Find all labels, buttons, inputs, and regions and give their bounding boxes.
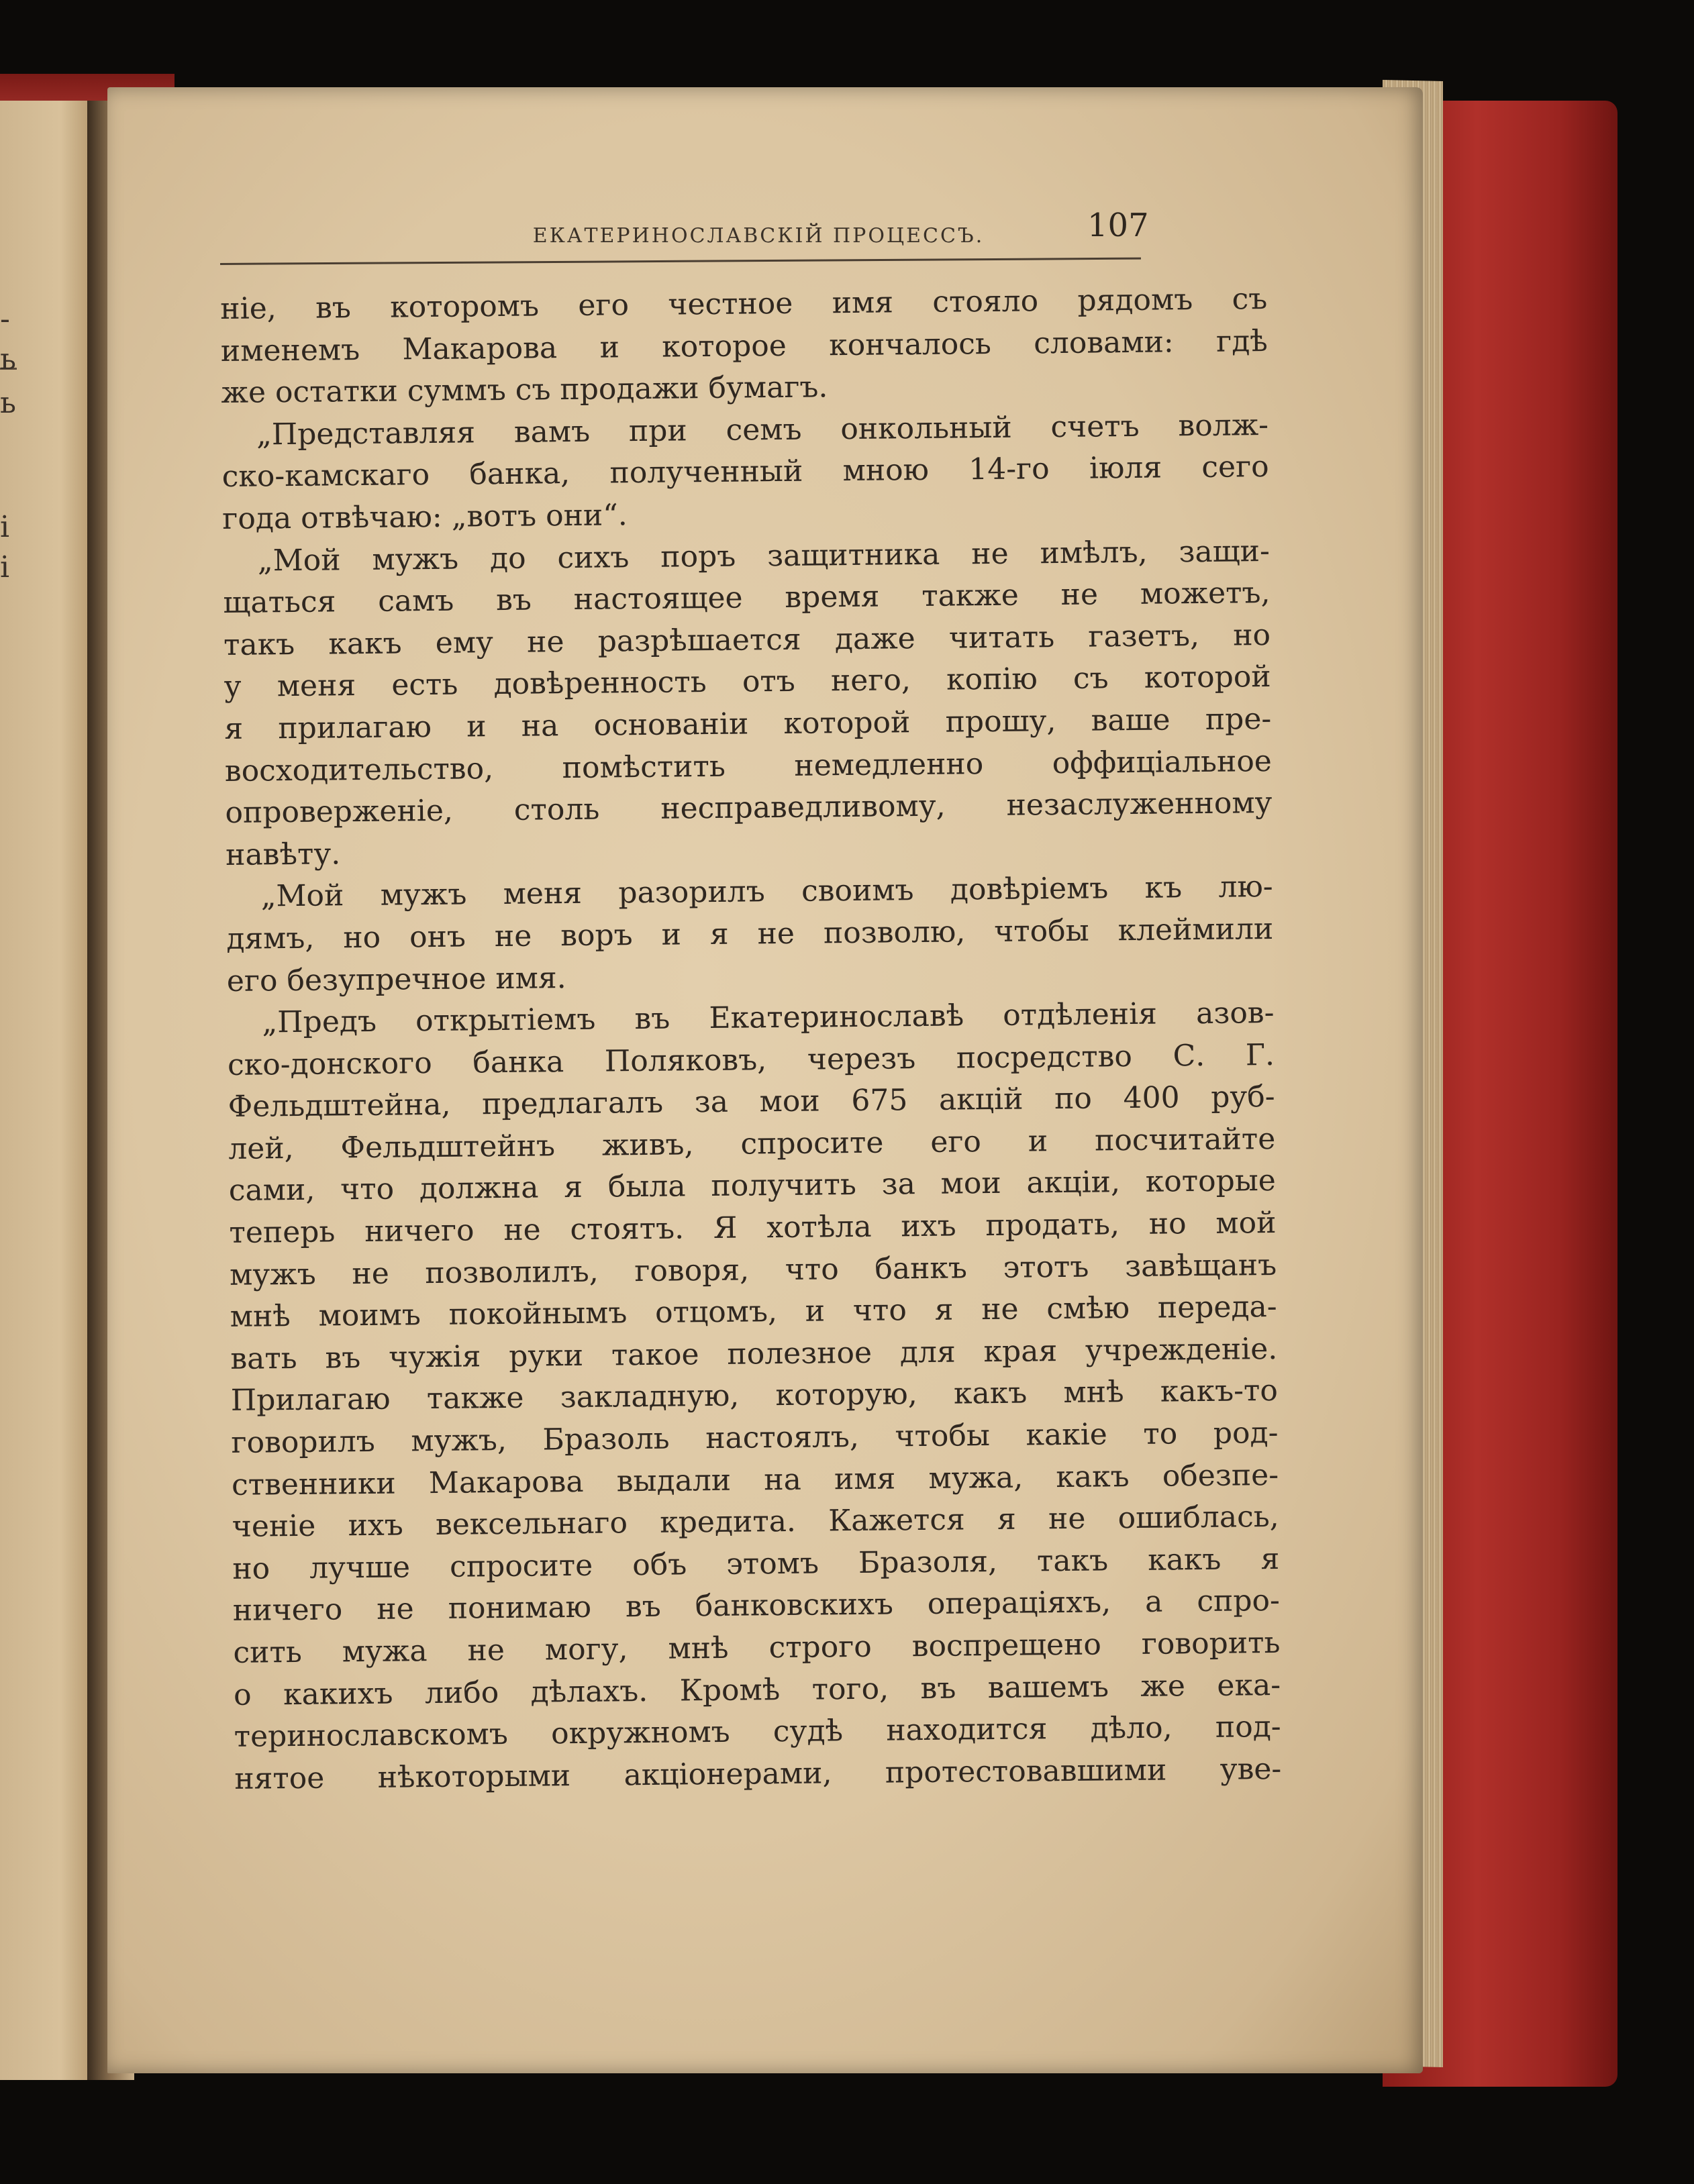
running-title: ЕКАТЕРИНОСЛАВСКІЙ ПРОЦЕССЪ. — [532, 224, 985, 248]
text-line: Фельдштейна, предлагалъ за мои 675 акцій по 400 руб- — [228, 1080, 1275, 1125]
text-line: говорилъ мужъ, Бразоль настоялъ, чтобы какіе то род- — [231, 1415, 1279, 1460]
text-line: я прилагаю и на основаніи которой прошу, ваше пре- — [224, 701, 1272, 746]
text-line: ственники Макарова выдали на имя мужа, какъ обезпе- — [231, 1457, 1279, 1502]
text-line: ченіе ихъ вексельнаго кредита. Кажется я не ошиблась, — [232, 1500, 1279, 1545]
left-facing-page — [0, 101, 101, 2080]
text-line: „Мой мужъ меня разорилъ своимъ довѣріемъ къ лю- — [260, 870, 1273, 914]
left-page-fragment: ь — [0, 386, 16, 420]
text-line: но лучше спросите объ этомъ Бразоля, такъ какъ я — [232, 1541, 1280, 1586]
text-line: сами, что должна я была получить за мои акціи, которые — [228, 1163, 1277, 1208]
text-line: „Мой мужъ до сихъ поръ защитника не имѣлъ, защи- — [257, 533, 1270, 578]
text-line: дямъ, но онъ не воръ и я не позволю, чтобы клеймили — [226, 911, 1274, 956]
text-line: именемъ Макарова и которое кончалось словами: гдѣ — [220, 323, 1268, 368]
text-line: такъ какъ ему не разрѣшается даже читать газетъ, но — [223, 617, 1271, 662]
text-line: навѣту. — [225, 837, 341, 872]
text-line: щаться самъ въ настоящее время также не можетъ, — [223, 576, 1270, 621]
text-line: теперь ничего не стоятъ. Я хотѣла ихъ продать, но мой — [229, 1206, 1277, 1250]
text-line: ско-донского банка Поляковъ, черезъ посредство С. Г. — [227, 1037, 1275, 1082]
text-line: года отвѣчаю: „вотъ они“. — [222, 498, 628, 536]
left-page-fragment: ь — [0, 342, 16, 376]
text-line: теринославскомъ окружномъ судѣ находится дѣло, под- — [234, 1710, 1281, 1755]
right-page — [107, 87, 1423, 2073]
left-page-fragment: і — [0, 510, 10, 544]
text-line: „Представляя вамъ при семъ онкольный счетъ волж- — [256, 407, 1269, 452]
text-line: ничего не понимаю въ банковскихъ операціяхъ, а спро- — [232, 1583, 1281, 1628]
text-line: мнѣ моимъ покойнымъ отцомъ, и что я не смѣю переда- — [230, 1290, 1277, 1335]
left-page-fragment: і — [0, 550, 10, 584]
text-line: Прилагаю также закладную, которую, какъ мнѣ какъ-то — [230, 1373, 1279, 1418]
header-rule — [220, 258, 1141, 265]
text-line: нятое нѣкоторыми акціонерами, протестовавшими уве- — [234, 1751, 1282, 1796]
text-line: ніе, въ которомъ его честное имя стояло рядомъ съ — [220, 282, 1268, 326]
text-line: мужъ не позволилъ, говоря, что банкъ этотъ завѣщанъ — [229, 1247, 1277, 1292]
body-text — [220, 278, 1282, 1800]
text-line: „Предъ открытіемъ въ Екатеринославѣ отдѣленія азов- — [262, 996, 1275, 1040]
text-line: восходительство, помѣстить немедленно оффиціальное — [224, 743, 1273, 788]
text-line: ско-камскаго банка, полученный мною 14-го іюля сего — [221, 450, 1269, 495]
text-line: о какихъ либо дѣлахъ. Кромѣ того, въ вашемъ же ека- — [233, 1667, 1281, 1712]
text-line: сить мужа не могу, мнѣ строго воспрещено говорить — [233, 1625, 1281, 1670]
text-line: вать въ чужія руки такое полезное для края учрежденіе. — [230, 1331, 1278, 1376]
text-line: у меня есть довѣренность отъ него, копію съ которой — [223, 660, 1271, 705]
text-line: же остатки суммъ съ продажи бумагъ. — [221, 370, 828, 411]
text-line: опроверженіе, столь несправедливому, незаслуженному — [225, 786, 1273, 831]
left-page-fragment: - — [0, 302, 10, 336]
text-line: лей, Фельдштейнъ живъ, спросите его и посчитайте — [228, 1121, 1276, 1166]
text-line: его безупречное имя. — [226, 960, 566, 998]
page-number: 107 — [1087, 207, 1149, 244]
